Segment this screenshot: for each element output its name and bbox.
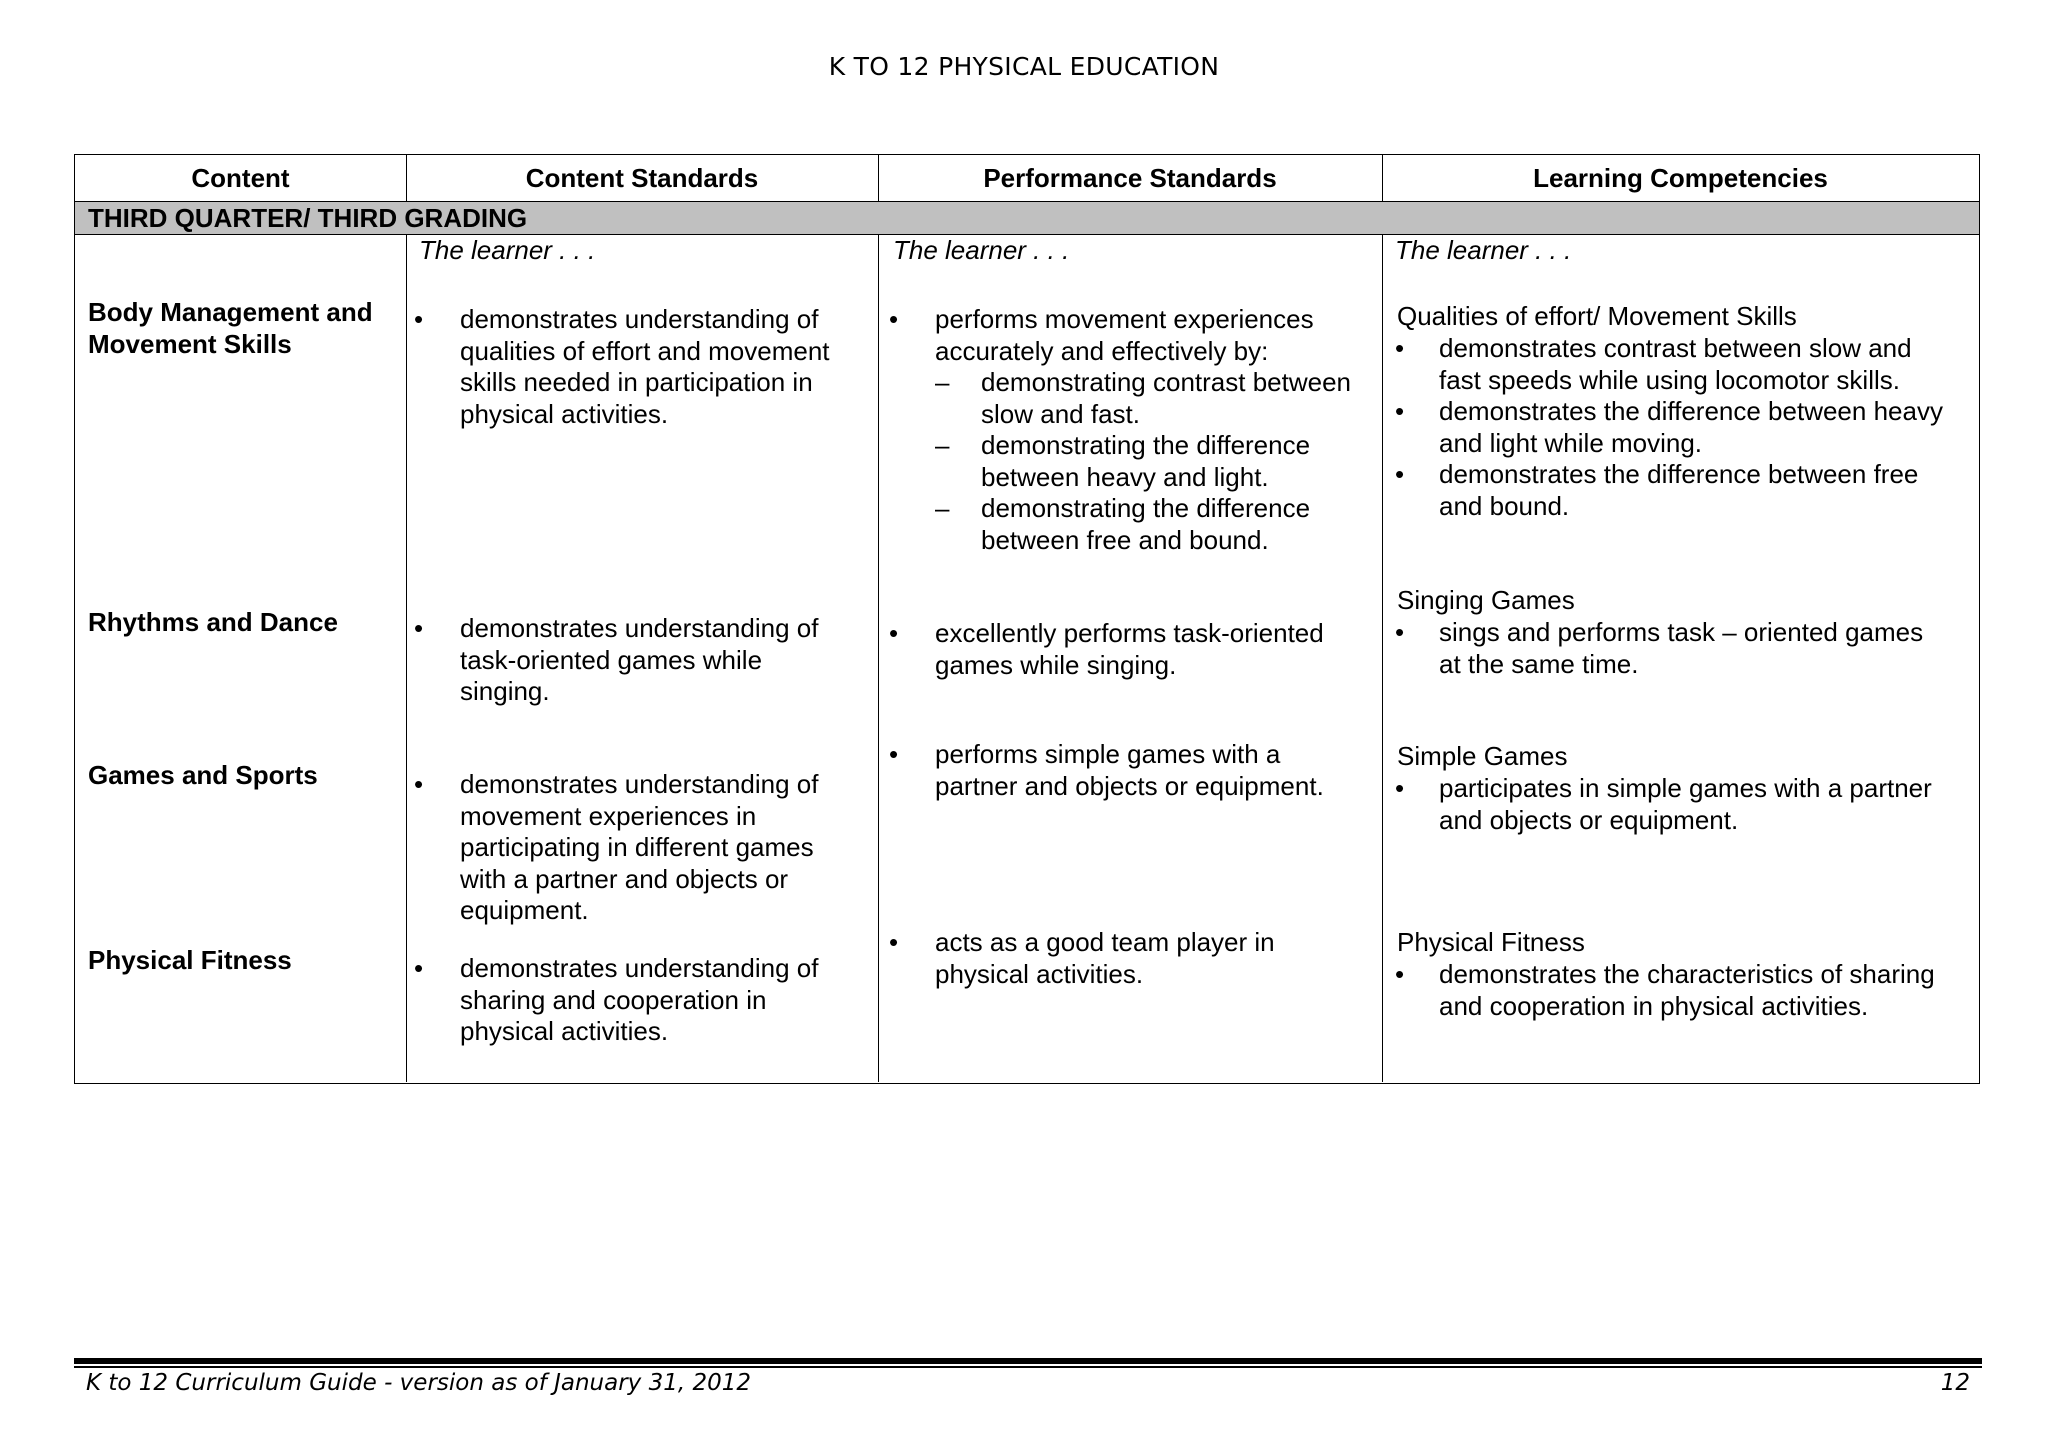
intro-performance-standards: The learner . . .	[893, 235, 1070, 265]
bullet-icon: •	[1395, 459, 1405, 489]
bullet-icon: •	[889, 739, 899, 769]
competency-heading: Qualities of effort/ Movement Skills	[1397, 301, 1797, 331]
intro-learning-competencies: The learner . . .	[1395, 235, 1572, 265]
bullet-icon: •	[1395, 333, 1405, 363]
bullet-icon: •	[1395, 617, 1405, 647]
header-content-standards: Content Standards	[525, 163, 759, 193]
content-physical-fitness: Physical Fitness	[88, 945, 292, 975]
bullet-icon: •	[414, 304, 424, 334]
dash-icon: –	[935, 367, 950, 397]
bullet-icon: •	[889, 618, 899, 648]
curriculum-table: Content Content Standards Performance Standards Learning Competencies THIRD QUARTER/ THIRD GRADING The learner . . . The learner . . . The learner . . . Body Management and Movement Skills • demonstrates understanding of qualities of effort and movement skills needed in participation in physical activities. • performs movement experiences accurately and effectively by: – demonstrating contrast between slow and fast. – demonstrating the difference between heavy and light. – demonstrating the difference between free and bound. Qualities of effort/ Movement Skills • demonstrates contrast between slow and fast speeds while using locomotor skills. • demonstrates the difference between heavy and light while moving. • demonstrates the difference between free and bound. Rhythms and Dance • demonstrates understanding of task-oriented games while singing. • excellently performs task-oriented games while singing. Singing Games • sings and performs task – oriented games at the same time. Games and Sports • demonstrates understanding of movement experiences in participating in different games with a partner and objects or equipment. • performs simple games with a partner and objects or equipment. Simple Games • participates in simple games with a partner and objects or equipment. Physical Fitness • demonstrates understanding of sharing and cooperation in physical activities. • acts as a good team player in physical activities. Physical Fitness • demonstrates the characteristics of sharing and cooperation in physical activities.	[74, 154, 1980, 1084]
page-title: K TO 12 PHYSICAL EDUCATION	[828, 52, 1220, 81]
bullet-icon: •	[414, 769, 424, 799]
header-learning-competencies: Learning Competencies	[1533, 163, 1828, 193]
quarter-band: THIRD QUARTER/ THIRD GRADING	[75, 202, 1979, 234]
content-body-management: Body Management and Movement Skills	[88, 297, 373, 359]
dash-icon: –	[935, 430, 950, 460]
bullet-icon: •	[889, 304, 899, 334]
footer-version: K to 12 Curriculum Guide - version as of January 31, 2012	[86, 1370, 752, 1396]
dash-icon: –	[935, 493, 950, 523]
bullet-icon: •	[414, 953, 424, 983]
bullet-icon: •	[889, 927, 899, 957]
intro-content-standards: The learner . . .	[419, 235, 596, 265]
competency-heading: Simple Games	[1397, 741, 1568, 771]
content-games-sports: Games and Sports	[88, 760, 318, 790]
footer-rule	[74, 1358, 1982, 1364]
bullet-icon: •	[1395, 773, 1405, 803]
competency-heading: Singing Games	[1397, 585, 1575, 615]
column-divider	[406, 155, 407, 1082]
page-number: 12	[1940, 1370, 1970, 1396]
bullet-icon: •	[1395, 396, 1405, 426]
header-performance-standards: Performance Standards	[983, 163, 1277, 193]
competency-heading: Physical Fitness	[1397, 927, 1585, 957]
header-content: Content	[191, 163, 290, 193]
bullet-icon: •	[414, 613, 424, 643]
footer-rule	[74, 1366, 1982, 1368]
bullet-icon: •	[1395, 959, 1405, 989]
content-rhythms-dance: Rhythms and Dance	[88, 607, 338, 637]
